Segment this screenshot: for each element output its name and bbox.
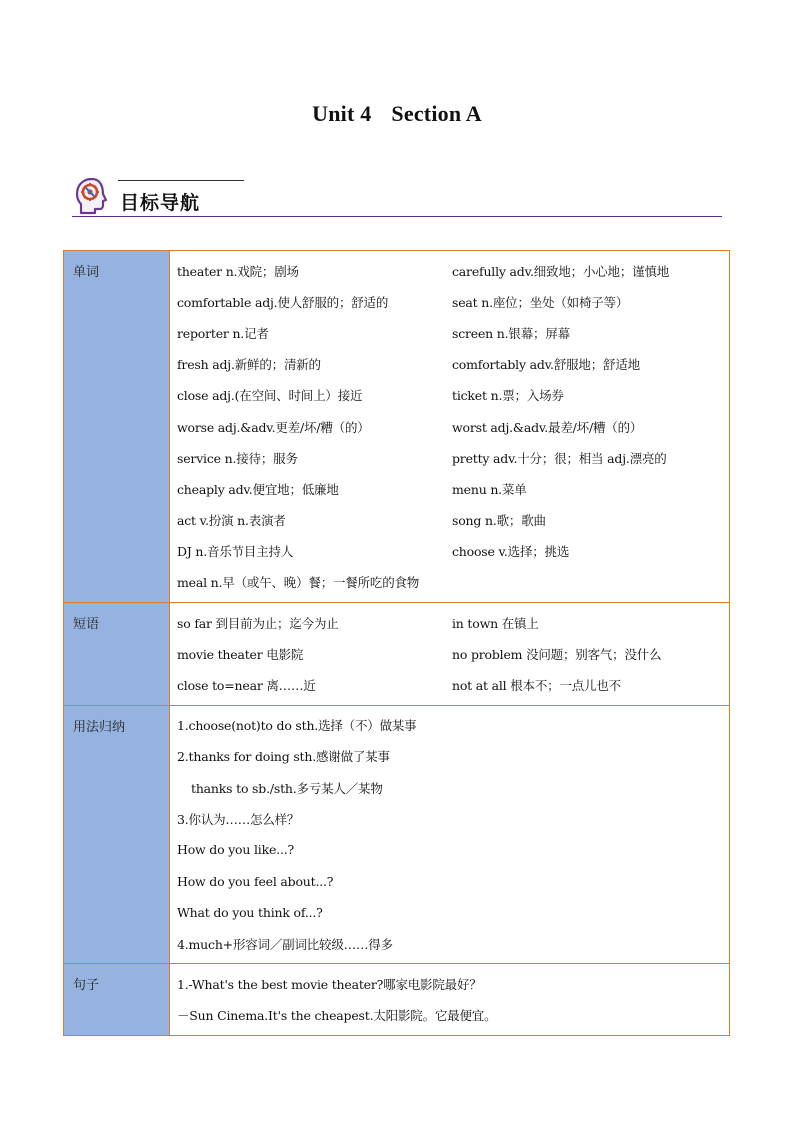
list-item: theater n.戏院；剧场 carefully adv.细致地；小心地；谨慎地 — [177, 263, 670, 279]
nav-top-line — [118, 180, 244, 181]
nav-header — [72, 175, 722, 219]
list-item: 2.thanks for doing sth.感谢做了某事 — [177, 749, 390, 765]
section-title: Section A — [391, 101, 482, 126]
phrases-content — [170, 603, 730, 706]
vocab-table — [63, 250, 730, 1036]
nav-title: 目标导航 — [120, 192, 201, 214]
list-item: How do you like...? — [177, 842, 295, 858]
list-item: so far 到目前为止；迄今为止 in town 在镇上 — [177, 615, 539, 631]
list-item: 1.-What's the best movie theater?哪家电影院最好？ — [177, 976, 482, 992]
list-item: close to=near 离……近 not at all 根本不；一点儿也不 — [177, 678, 621, 694]
list-item: close adj.(在空间、时间上）接近 ticket n.票；入场券 — [177, 388, 564, 404]
list-item: 4.much+形容词／副词比较级……得多 — [177, 936, 393, 952]
list-item: How do you feel about...? — [177, 873, 334, 889]
list-item: worse adj.&adv.更差/坏/糟（的） worst adj.&adv.最差/坏/糟（的） — [177, 419, 643, 435]
list-item: movie theater 电影院 no problem 没问题；别客气；没什么 — [177, 646, 662, 662]
page-title — [0, 101, 794, 127]
words-content — [170, 251, 730, 603]
section-label: 用法归纳 — [64, 705, 170, 964]
sentences-content — [170, 964, 730, 1035]
section-sentences — [64, 964, 730, 1035]
section-label: 短语 — [64, 603, 170, 706]
list-item: －Sun Cinema.It's the cheapest.太阳影院。它最便宜。 — [177, 1007, 497, 1023]
list-item: act v.扮演 n.表演者 song n.歌；歌曲 — [177, 513, 546, 529]
section-phrases — [64, 603, 730, 706]
list-item: What do you think of...? — [177, 904, 323, 920]
list-item: comfortable adj.使人舒服的；舒适的 seat n.座位；坐处（如椅子等） — [177, 294, 629, 310]
list-item: 3.你认为……怎么样？ — [177, 811, 300, 827]
nav-divider — [72, 216, 722, 217]
section-usage — [64, 705, 730, 964]
list-item: thanks to sb./sth.多亏某人／某物 — [191, 780, 383, 796]
list-item: meal n.早（或午、晚）餐；一餐所吃的食物 — [177, 575, 420, 591]
list-item: service n.接待；服务 pretty adv.十分；很；相当 adj.漂亮的 — [177, 450, 667, 466]
section-words — [64, 251, 730, 603]
section-label: 单词 — [64, 251, 170, 603]
usage-content — [170, 705, 730, 964]
list-item: 1.choose(not)to do sth.选择（不）做某事 — [177, 718, 417, 734]
list-item: cheaply adv.便宜地；低廉地 menu n.菜单 — [177, 481, 527, 497]
head-gear-icon — [74, 177, 110, 215]
list-item: DJ n.音乐节目主持人 choose v.选择；挑选 — [177, 544, 570, 560]
section-label: 句子 — [64, 964, 170, 1035]
list-item: fresh adj.新鲜的；清新的 comfortably adv.舒服地；舒适地 — [177, 357, 640, 373]
unit-title: Unit 4 — [312, 101, 372, 126]
list-item: reporter n.记者 screen n.银幕；屏幕 — [177, 325, 570, 341]
